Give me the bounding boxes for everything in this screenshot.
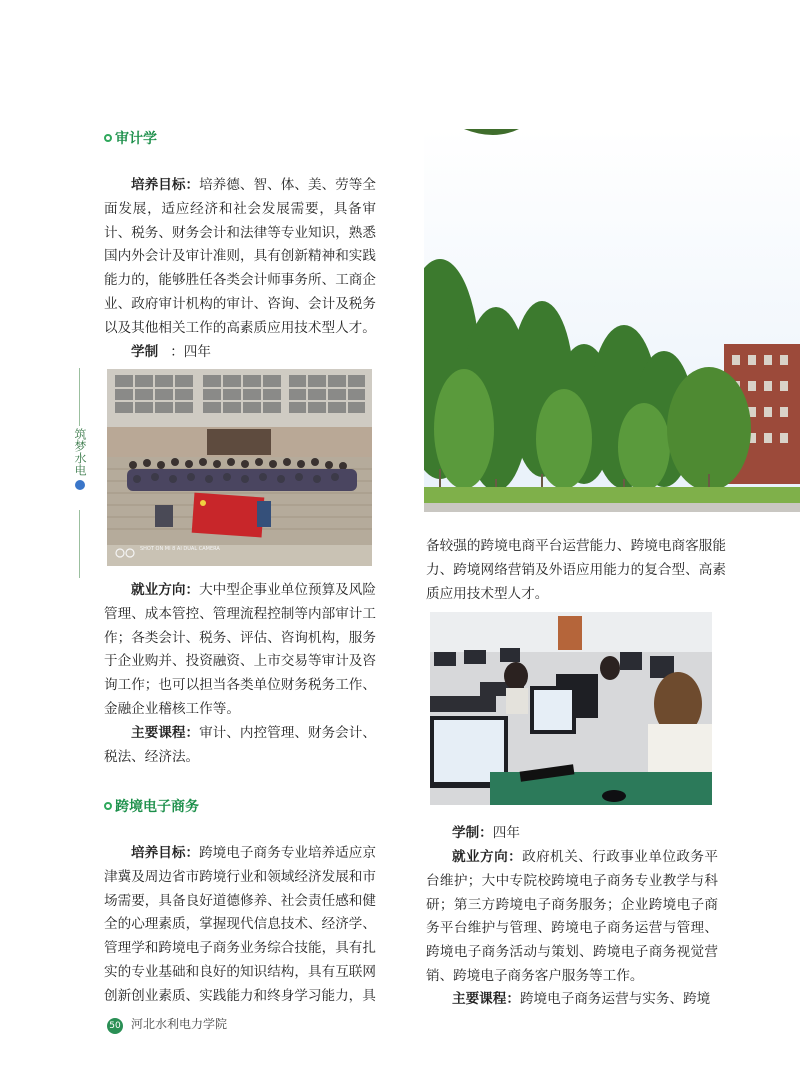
audit-courses-paragraph: 主要课程：审计、内控管理、财务会计、税法、经济法。 [104,725,377,765]
group-photo-image [107,369,372,566]
photo-watermark-text: SHOT ON MI 8 AI DUAL CAMERA [140,546,220,552]
ecommerce-goal-continued: 备较强的跨境电商平台运营能力、跨境电商客服能力、跨境网络营销及外语应用能力的复合型、高素质应用技术型人才。 [426,538,726,602]
bullet-icon [104,802,112,810]
bullet-icon [104,134,112,142]
ecommerce-duration: 学制：四年 [452,825,520,841]
page-number: 50 [107,1018,123,1034]
campus-photo-image [424,129,800,512]
sidebar-label: 筑梦水电 [72,428,88,490]
ecommerce-courses-paragraph: 主要课程：跨境电子商务运营与实务、跨境 [452,991,711,1007]
page-footer [107,1015,227,1034]
sidebar-line-bottom [79,510,80,578]
audit-career-paragraph: 就业方向：大中型企事业单位预算及风险管理、成本管控、管理流程控制等内部审计工作；各类会计、税务、评估、咨询机构，服务于企业购并、投资融资、上市交易等审计及咨询工作；也可以担当各类单位财务税务工作、金融企业稽核工作等。 [104,582,377,717]
lab-photo-image [430,612,712,805]
section-title-audit: 审计学 [104,128,157,148]
audit-goal-paragraph: 培养目标：培养德、智、体、美、劳等全面发展，适应经济和社会发展需要，具备审计、税务、财务会计和法律等专业知识，熟悉国内外会计及审计准则，具有创新精神和实践能力的，能够胜任各类会计师事务所、工商企业、政府审计机构的审计、咨询、会计及税务以及其他相关工作的高素质应用技术型人才。 [104,177,377,336]
school-name: 河北水利电力学院 [131,1017,228,1031]
audit-duration: 学制 ：四年 [131,344,211,360]
ecommerce-career-paragraph: 就业方向：政府机关、行政事业单位政务平台维护；大中专院校跨境电子商务专业教学与科研；第三方跨境电子商务服务；企业跨境电子商务平台维护与管理、跨境电子商务运营与管理、跨境电子商务活动与策划、跨境电子商务视觉营销、跨境电子商务客户服务等工作。 [426,849,719,984]
section-title-cross-border-ecommerce: 跨境电子商务 [104,796,199,816]
computer-lab-photo [430,612,712,805]
audit-group-photo [107,369,372,566]
sidebar-line-top [79,368,80,426]
sidebar-dot-icon [75,480,85,490]
ecommerce-goal-paragraph: 培养目标：跨境电子商务专业培养适应京津冀及周边省市跨境行业和领域经济发展和市场需要，具备良好道德修养、社会责任感和健全的心理素质，掌握现代信息技术、经济学、管理学和跨境电子商务业务综合技能，具有扎实的专业基础和良好的知识结构，具有互联网创新创业素质、实践能力和终身学习能力，具 [104,845,377,1004]
campus-trees-photo [424,129,800,512]
